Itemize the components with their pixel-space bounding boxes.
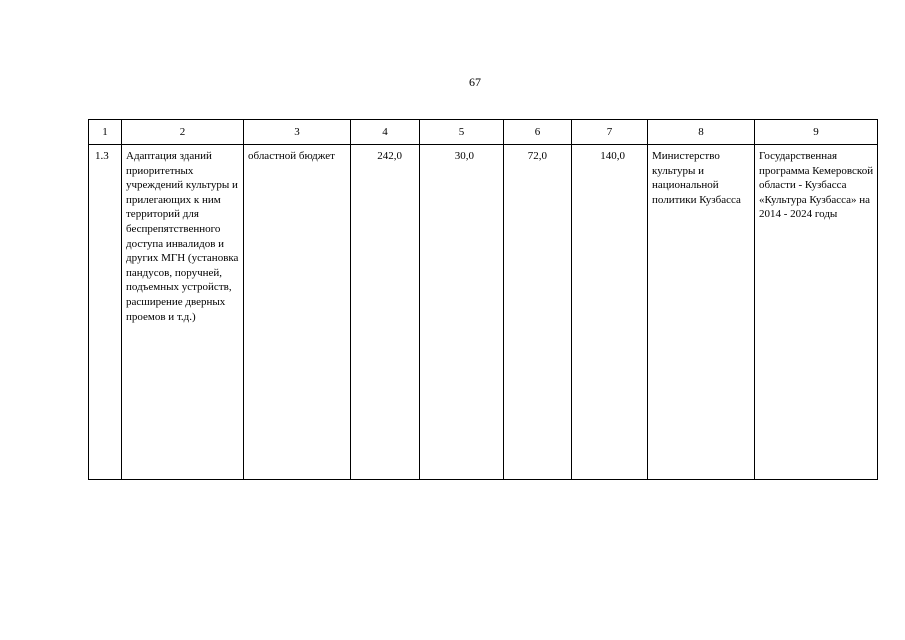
program-table (88, 119, 878, 480)
column-header: 6 (504, 120, 572, 145)
program-cell: Государственная программа Кемеровской области - Кузбасса «Культура Кузбасса» на 2014 - 2024 годы (755, 145, 878, 480)
funding-source-cell: областной бюджет (244, 145, 351, 480)
event-cell: Адаптация зданий приоритетных учреждений культуры и прилегающих к ним территорий для беспрепятственного доступа инвалидов и других МГН (установка пандусов, поручней, подъемных устройств, расширение дверных проемов и т.д.) (122, 145, 244, 480)
executor-cell: Министерство культуры и национальной политики Кузбасса (648, 145, 755, 480)
column-header: 2 (122, 120, 244, 145)
year1-cell: 30,0 (420, 145, 504, 480)
year3-cell: 140,0 (572, 145, 648, 480)
column-header: 5 (420, 120, 504, 145)
header-row (89, 120, 878, 145)
table-row (89, 145, 878, 480)
year2-cell: 72,0 (504, 145, 572, 480)
column-header: 9 (755, 120, 878, 145)
column-header: 3 (244, 120, 351, 145)
column-header: 1 (89, 120, 122, 145)
column-header: 7 (572, 120, 648, 145)
row-index-cell: 1.3 (89, 145, 122, 480)
page-number: 67 (469, 75, 481, 89)
column-header: 4 (351, 120, 420, 145)
total-cell: 242,0 (351, 145, 420, 480)
column-header: 8 (648, 120, 755, 145)
